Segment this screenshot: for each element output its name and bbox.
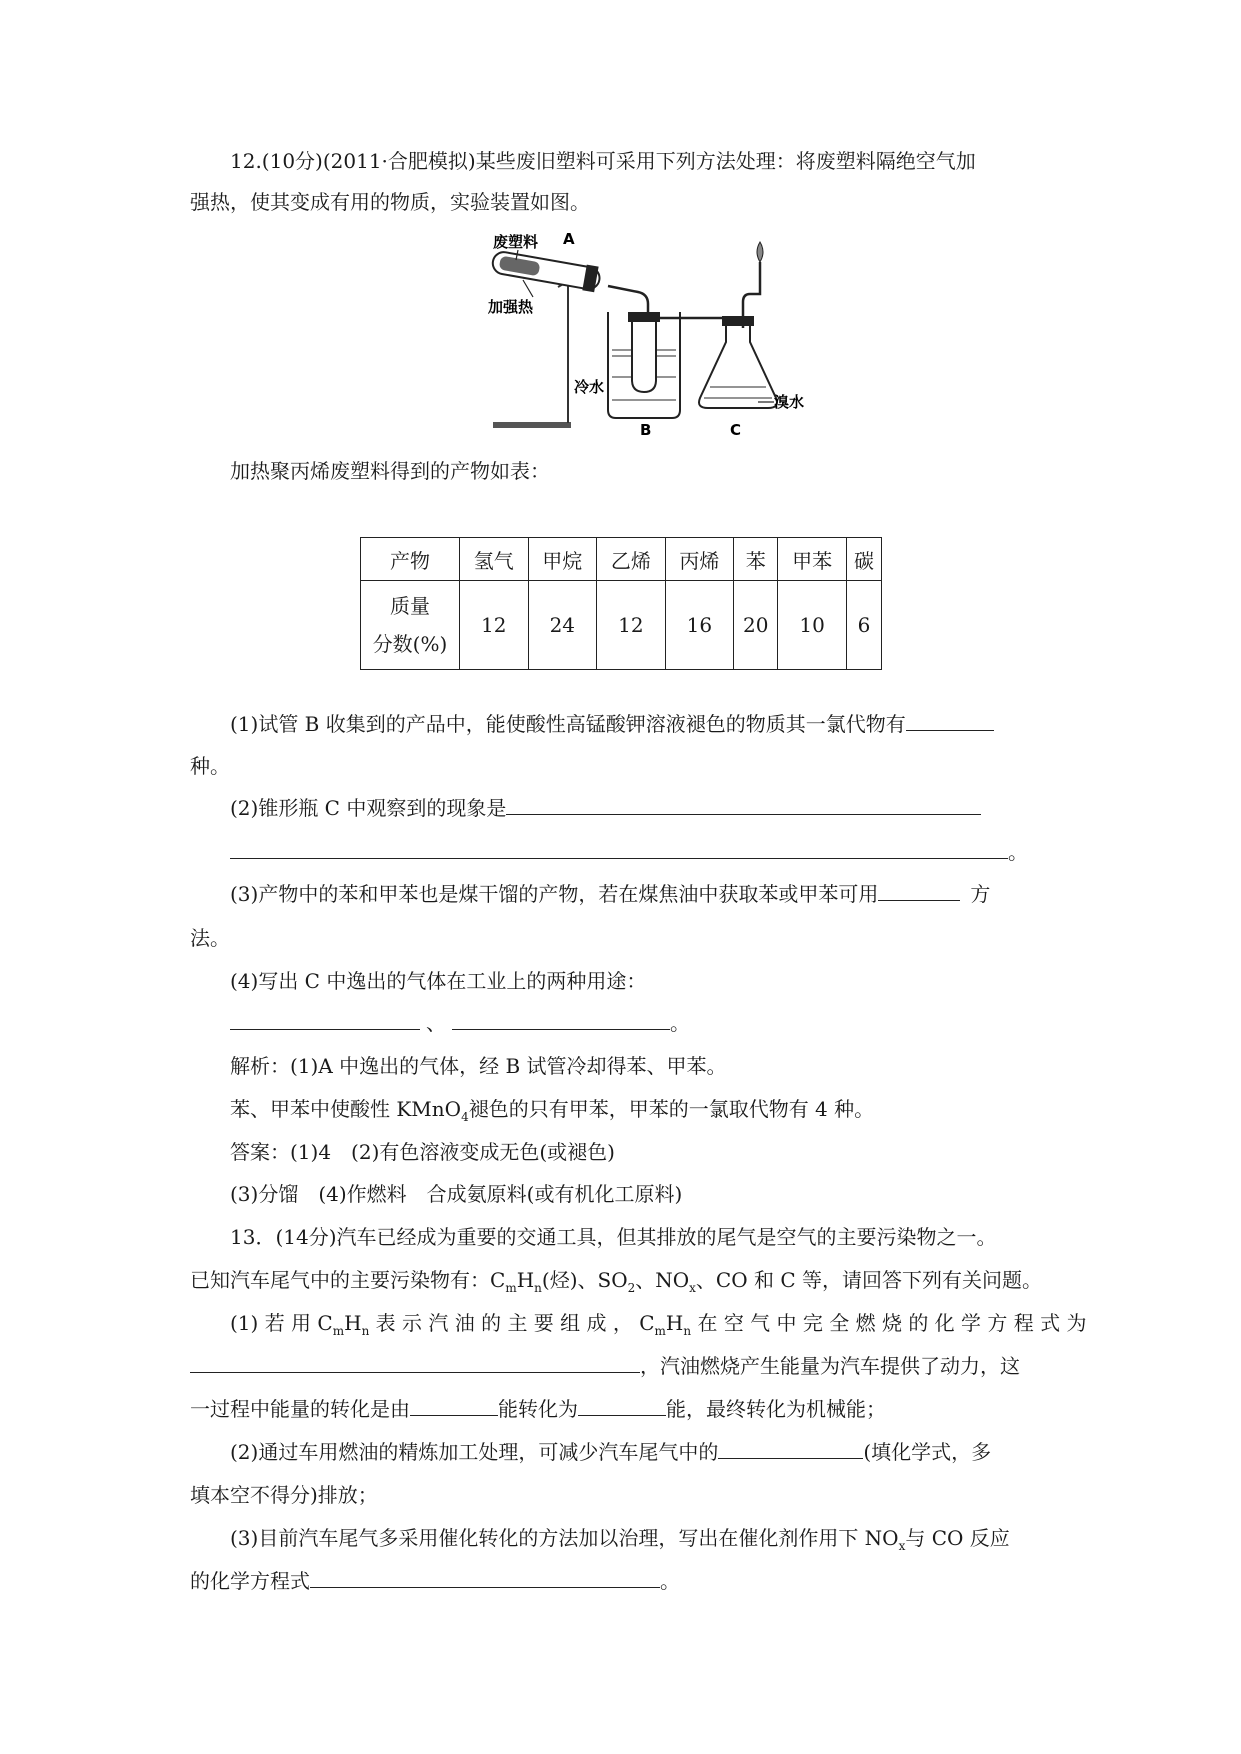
q13-part1-c: 在 空 气 中 完 全 燃 烧 的 化 学 方 程 式 为 [691,1311,1087,1335]
subscript: m [332,1324,345,1338]
label-b: B [640,421,652,437]
q13-part3-a: (3)目前汽车尾气多采用催化转化的方法加以治理，写出在催化剂作用下 NO [230,1526,899,1550]
q12-intro-line1: 12.(10分)(2011·合肥模拟)某些废旧塑料可采用下列方法处理：将废塑料隔绝空气加 [230,149,976,173]
flame-icon [757,242,763,262]
answer-blank[interactable] [906,708,994,731]
q13-part1-a: (1) 若 用 C [230,1311,333,1335]
q13-part1-d: ，汽油燃烧产生能量为汽车提供了动力，这 [640,1354,1020,1378]
apparatus-figure [488,232,808,437]
table-cell: 苯 [734,538,778,581]
q13-part2-line2: 填本空不得分)排放； [190,1483,378,1507]
q12-analysis-2b: 褪色的只有甲苯，甲苯的一氯取代物有 4 种。 [468,1097,875,1121]
table-header-cell [361,581,460,670]
label-cold-water: 冷水 [574,378,605,396]
answer-blank[interactable] [230,1007,420,1030]
q13-intro-line1: 13．(14分)汽车已经成为重要的交通工具，但其排放的尾气是空气的主要污染物之一。 [230,1225,997,1249]
table-header-cell: 产物 [361,538,460,581]
table-cell: 甲苯 [778,538,847,581]
table-cell: 20 [734,581,778,670]
subscript: n [361,1324,370,1338]
q12-answer-2: (3)分馏 (4)作燃料 合成氨原料(或有机化工原料) [230,1182,683,1206]
table-cell: 12 [597,581,666,670]
q12-analysis-2 [230,1093,1110,1125]
q13-intro-2a: 已知汽车尾气中的主要污染物有：C [190,1268,506,1292]
answer-blank[interactable] [578,1393,666,1416]
q12-part4-blanks [230,1007,1110,1039]
table-cell: 6 [846,581,881,670]
q12-part4-sep: 、 [426,1011,446,1035]
q12-part3-text: (3)产物中的苯和甲苯也是煤干馏的产物，若在煤焦油中获取苯或甲苯可用 [230,882,879,906]
q13-part3-line2 [190,1565,1070,1597]
table-cell: 24 [528,581,597,670]
q13-part1 [230,1307,1110,1339]
answer-blank[interactable] [452,1007,670,1030]
table-cell: 16 [665,581,734,670]
q12-part4: (4)写出 C 中逸出的气体在工业上的两种用途： [230,969,647,993]
q12-analysis-1: 解析：(1)A 中逸出的气体，经 B 试管冷却得苯、甲苯。 [230,1054,727,1078]
q12-part4-end: 。 [670,1011,690,1035]
table-cell: 甲烷 [528,538,597,581]
table-cell: 碳 [846,538,881,581]
subscript: m [654,1324,666,1338]
products-table [360,537,882,670]
label-c: C [730,421,742,437]
row-label-line2: 分数(%) [372,632,448,656]
q12-part2 [230,792,1110,824]
q13-part1-line3 [190,1393,1070,1425]
table-cell: 丙烯 [665,538,734,581]
answer-blank[interactable] [310,1565,660,1588]
answer-blank[interactable] [410,1393,498,1416]
label-heat: 加强热 [488,298,534,316]
table-row [361,538,882,581]
label-a: A [563,232,575,248]
subscript: n [534,1281,542,1295]
q13-part3-end: 。 [660,1569,680,1593]
q13-part1-b: 表 示 汽 油 的 主 要 组 成 ， C [369,1311,655,1335]
q12-part1-text: (1)试管 B 收集到的产品中，能使酸性高锰酸钾溶液褪色的物质其一氯代物有 [230,712,906,736]
subscript: 4 [461,1110,469,1124]
answer-blank[interactable] [718,1436,863,1459]
q13-h: H [516,1268,535,1292]
label-bromine-water: 溴水 [774,393,805,411]
q13-part1-e: 一过程中能量的转化是由 [190,1397,410,1421]
q12-answer-1: 答案：(1)4 (2)有色溶液变成无色(或褪色) [230,1140,615,1164]
flask-c [699,324,777,408]
q12-analysis-2a: 苯、甲苯中使酸性 KMnO [230,1097,462,1121]
q12-part2-line2 [230,836,1110,868]
q13-part1-f: 能转化为 [498,1397,578,1421]
q12-part1-end: 种。 [190,754,230,778]
answer-blank[interactable] [230,836,1008,859]
table-cell: 10 [778,581,847,670]
answer-blank[interactable] [506,792,981,815]
subscript: x [898,1539,906,1553]
q13-intro-line2 [190,1264,1070,1296]
q13-part2 [230,1436,1110,1468]
q12-part2-end: 。 [1008,840,1028,864]
q13-h: H [665,1311,684,1335]
q12-table-intro: 加热聚丙烯废塑料得到的产物如表： [230,459,550,483]
label-plastic: 废塑料 [493,233,539,251]
subscript: n [683,1324,692,1338]
answer-blank[interactable] [878,878,960,901]
subscript: 2 [627,1281,636,1295]
stopper-c [722,316,754,326]
stand-base [493,422,571,428]
stopper-b [628,312,660,322]
table-cell: 氢气 [460,538,529,581]
subscript: x [689,1281,696,1295]
q13-part1-line2 [190,1350,1070,1382]
q12-intro-line2: 强热，使其变成有用的物质，实验装置如图。 [190,190,590,214]
subscript: m [505,1281,517,1295]
test-tube-b [632,320,656,392]
q13-h: H [344,1311,362,1335]
row-label-line1: 质量 [390,594,430,618]
q12-part3-end: 法。 [190,926,230,950]
q12-part3-mid: 方 [970,882,991,906]
table-row [361,581,882,670]
q13-part2-b: (填化学式，多 [863,1440,992,1464]
table-cell: 乙烯 [597,538,666,581]
q13-part3-b: 与 CO 反应 [905,1526,1010,1550]
q13-intro-2c: 、NO [635,1268,690,1292]
table-cell: 12 [460,581,529,670]
q13-part3 [230,1522,1110,1554]
tube-a [491,248,602,292]
q13-part2-a: (2)通过车用燃油的精炼加工处理，可减少汽车尾气中的 [230,1440,719,1464]
q13-part3-c: 的化学方程式 [190,1569,310,1593]
q12-part3 [230,878,1110,910]
q13-part1-g: 能，最终转化为机械能； [666,1397,886,1421]
q12-part1 [230,708,1110,740]
q12-part2-text: (2)锥形瓶 C 中观察到的现象是 [230,796,507,820]
q13-intro-2d: 、CO 和 C 等，请回答下列有关问题。 [695,1268,1042,1292]
q13-intro-2b: (烃)、SO [541,1268,628,1292]
answer-blank[interactable] [190,1350,640,1373]
